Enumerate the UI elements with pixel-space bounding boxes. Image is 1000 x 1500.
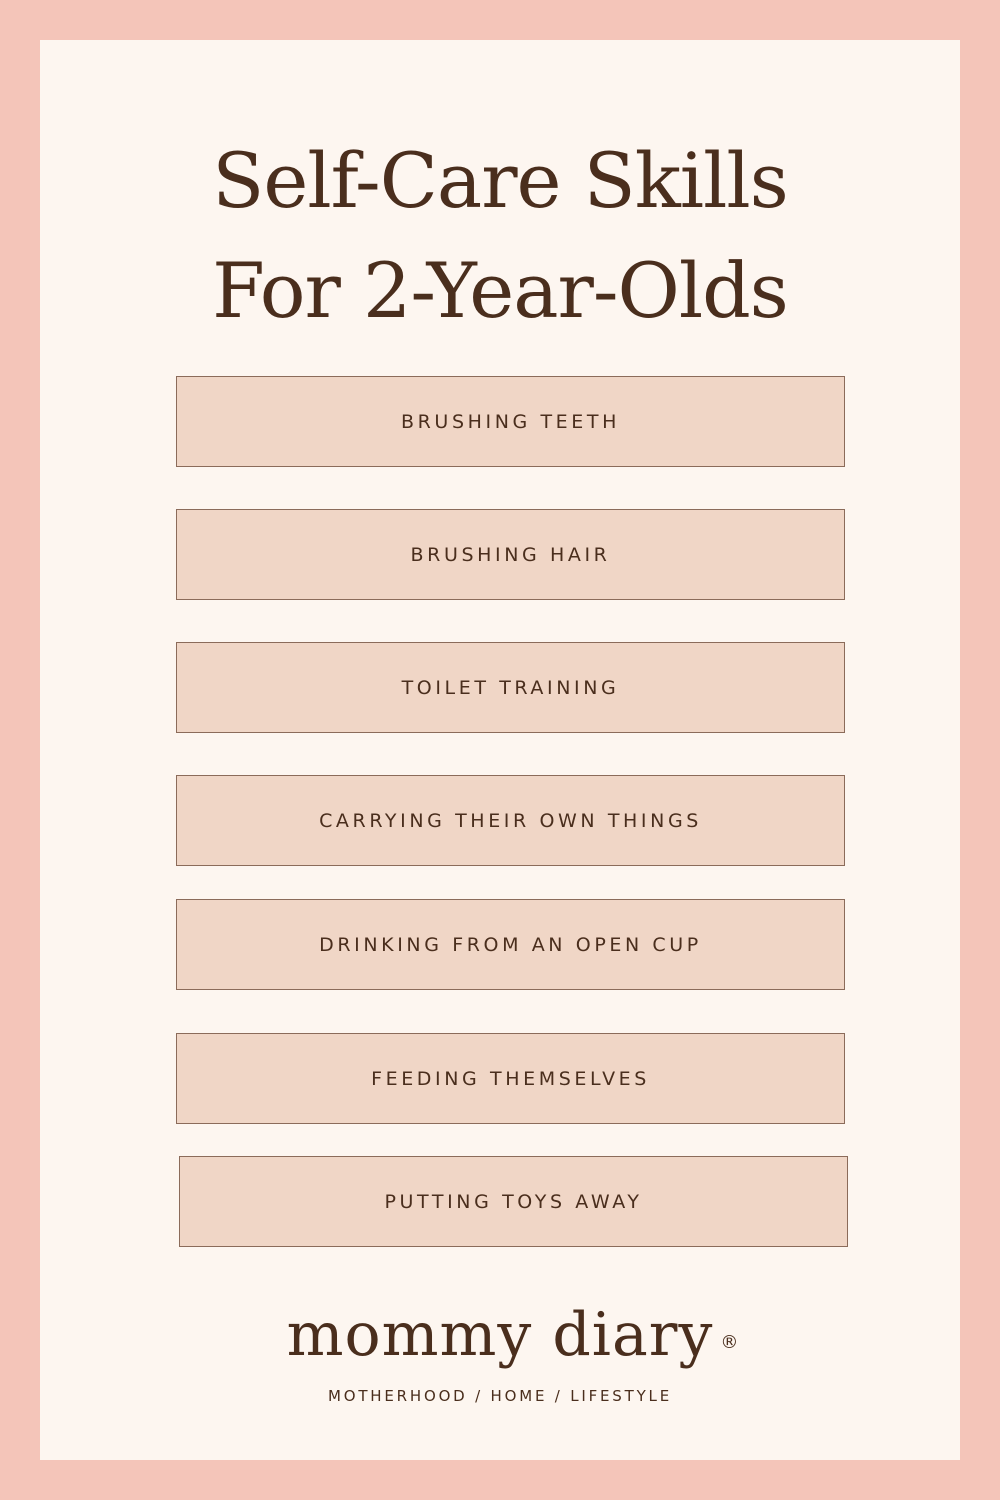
brand-logo (286, 1295, 740, 1375)
skill-box-feeding (176, 1033, 845, 1124)
skill-label: DRINKING FROM AN OPEN CUP (319, 933, 702, 956)
skill-label: FEEDING THEMSELVES (371, 1067, 650, 1090)
title-line-2: For 2-Year-Olds (212, 246, 788, 335)
skill-box-carrying-things (176, 775, 845, 866)
skill-label: BRUSHING TEETH (401, 410, 620, 433)
registered-mark: ® (720, 1332, 740, 1353)
page-title (40, 126, 960, 346)
skill-label: CARRYING THEIR OWN THINGS (319, 809, 702, 832)
brand-footer (40, 1295, 960, 1405)
title-line-1: Self-Care Skills (212, 136, 788, 225)
skill-box-open-cup (176, 899, 845, 990)
brand-name: mommy diary (286, 1300, 714, 1370)
brand-tagline: MOTHERHOOD / HOME / LIFESTYLE (328, 1387, 672, 1405)
infographic-card (40, 40, 960, 1460)
skill-box-toys-away (179, 1156, 848, 1247)
skill-box-brushing-hair (176, 509, 845, 600)
skill-label: BRUSHING HAIR (410, 543, 611, 566)
skill-label: TOILET TRAINING (401, 676, 620, 699)
skill-label: PUTTING TOYS AWAY (384, 1190, 643, 1213)
skill-box-toilet-training (176, 642, 845, 733)
skill-box-brushing-teeth (176, 376, 845, 467)
